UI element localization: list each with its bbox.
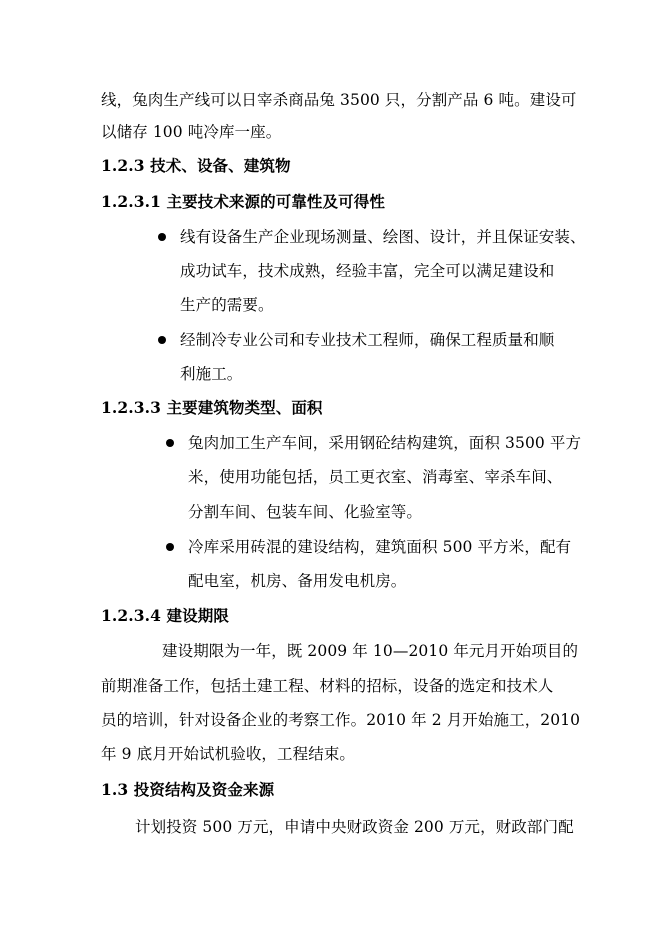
bullet-1-line-3: 生产的需要。 — [180, 296, 274, 314]
bullet-4-line-1: 冷库采用砖混的建设结构，建筑面积 500 平方米，配有 — [188, 538, 572, 556]
bullet-icon — [158, 336, 166, 344]
bullet-1-line-1: 线有设备生产企业现场测量、绘图、设计，并且保证安装、 — [180, 228, 586, 246]
heading-1-2-3-3: 1.2.3.3 主要建筑物类型、面积 — [101, 398, 323, 417]
bullet-icon — [158, 233, 166, 241]
heading-1-2-3-4: 1.2.3.4 建设期限 — [101, 606, 229, 625]
heading-1-3: 1.3 投资结构及资金来源 — [101, 780, 275, 799]
bullet-4-line-2: 配电室，机房、备用发电机房。 — [188, 572, 407, 590]
bullet-3-line-2: 米，使用功能包括，员工更衣室、消毒室、宰杀车间、 — [188, 468, 563, 486]
schedule-line-4: 年 9 底月开始试机验收，工程结束。 — [101, 745, 356, 763]
bullet-icon — [166, 439, 174, 447]
bullet-2-line-1: 经制冷专业公司和专业技术工程师，确保工程质量和顺 — [180, 331, 555, 349]
bullet-2-line-2: 利施工。 — [180, 365, 243, 383]
schedule-line-1: 建设期限为一年，既 2009 年 10—2010 年元月开始项目的 — [162, 642, 579, 660]
investment-line-1: 计划投资 500 万元，申请中央财政资金 200 万元，财政部门配 — [135, 818, 574, 836]
heading-1-2-3: 1.2.3 技术、设备、建筑物 — [101, 156, 291, 175]
intro-line-1: 线，兔肉生产线可以日宰杀商品兔 3500 只，分割产品 6 吨。建设可 — [101, 91, 577, 109]
bullet-3-line-1: 兔肉加工生产车间，采用钢砼结构建筑，面积 3500 平方 — [188, 434, 582, 452]
schedule-line-3: 员的培训，针对设备企业的考察工作。2010 年 2 月开始施工，2010 — [101, 711, 581, 729]
schedule-line-2: 前期准备工作，包括土建工程、材料的招标，设备的选定和技术人 — [101, 677, 554, 695]
bullet-1-line-2: 成功试车，技术成熟，经验丰富，完全可以满足建设和 — [180, 262, 555, 280]
bullet-3-line-3: 分割车间、包装车间、化验室等。 — [188, 503, 423, 521]
heading-1-2-3-1: 1.2.3.1 主要技术来源的可靠性及可得性 — [101, 192, 385, 211]
bullet-icon — [166, 543, 174, 551]
intro-line-2: 以储存 100 吨冷库一座。 — [101, 123, 282, 141]
